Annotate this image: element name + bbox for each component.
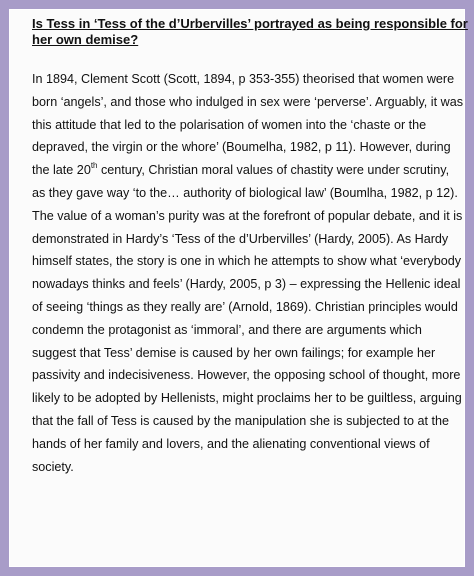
paragraph-line: suggest that Tess’ demise is caused by her own failings; for example her	[32, 345, 436, 360]
paragraph-line: of seeing ‘things as they really are’ (Arnold, 1869). Christian principles would	[32, 299, 458, 314]
paragraph-line: hands of her family and lovers, and the alienating conventional views of	[32, 436, 430, 451]
paragraph-line: passivity and indecisiveness. However, the opposing school of thought, more	[32, 368, 461, 383]
paragraph-line	[32, 159, 460, 182]
paragraph-line: The value of a woman’s purity was at the forefront of popular debate, and it is	[32, 208, 463, 223]
document-paragraph	[32, 68, 463, 478]
paragraph-line: demonstrated in Hardy’s ‘Tess of the d’Urbervilles’ (Hardy, 2005). As Hardy	[32, 231, 449, 246]
paragraph-line: as they gave way ‘to the… authority of biological law’ (Boumlha, 1982, p 12).	[32, 185, 458, 200]
paragraph-line: himself states, the story is one in which he attempts to show what ‘everybody	[32, 254, 462, 269]
paragraph-line: society.	[32, 459, 74, 474]
paragraph-line: born ‘angels’, and those who indulged in sex were ‘perverse’. Arguably, it was	[32, 94, 463, 109]
line-text: century, Christian moral values of chastity were under scrutiny,	[97, 163, 450, 178]
title-line: her own demise?	[32, 32, 139, 47]
paragraph-line: likely to be adopted by Hellenists, might proclaims her to be guiltless, arguing	[32, 391, 462, 406]
ordinal-superscript: th	[90, 161, 98, 171]
paragraph-line: depraved, the virgin or the whore’ (Boumelha, 1982, p 11). However, during	[32, 140, 451, 155]
line-text: the late 20	[32, 163, 91, 178]
paragraph-line: nowadays thinks and feels’ (Hardy, 2005, p 3) – expressing the Hellenic ideal	[32, 277, 461, 292]
paragraph-line: In 1894, Clement Scott (Scott, 1894, p 353-355) theorised that women were	[32, 72, 455, 86]
document-title	[32, 16, 468, 48]
paragraph-line: that the fall of Tess is caused by the manipulation she is subjected to at the	[32, 413, 450, 428]
title-line: Is Tess in ‘Tess of the d’Urbervilles’ portrayed as being responsible for	[32, 16, 468, 31]
document-page	[10, 10, 468, 566]
paragraph-line: this attitude that led to the polarisation of women into the ‘chaste or the	[32, 117, 427, 132]
paragraph-line: condemn the protagonist as ‘immoral’, and there are arguments which	[32, 322, 422, 337]
